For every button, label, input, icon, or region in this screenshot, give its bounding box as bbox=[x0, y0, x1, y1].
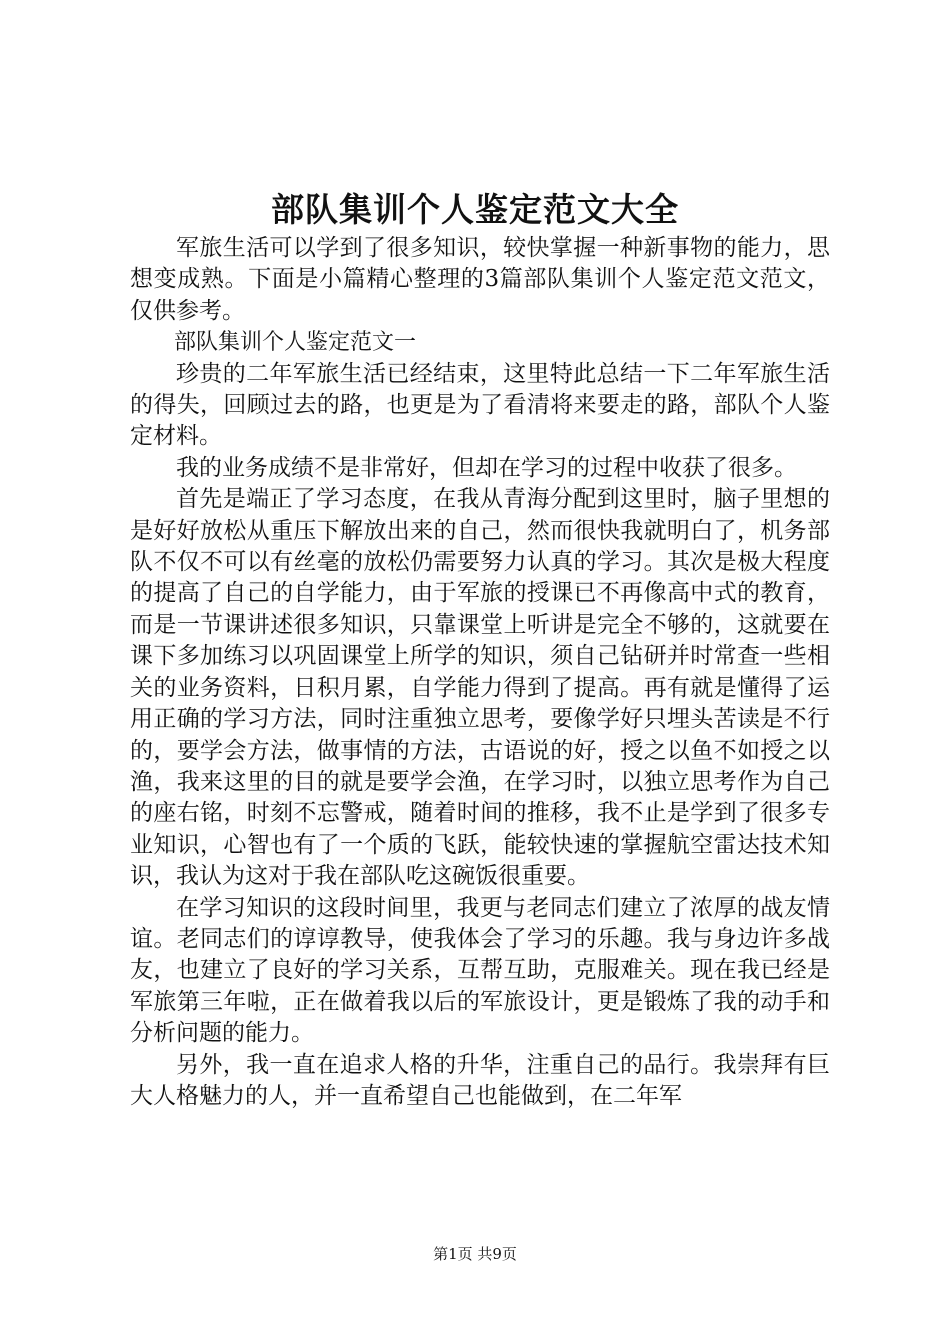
body-paragraph: 首先是端正了学习态度，在我从青海分配到这里时，脑子里想的是好好放松从重压下解放出来的自己，然而很快我就明白了，机务部队不仅不可以有丝毫的放松仍需要努力认真的学习。其次是极大程度的提高了自己的自学能力，由于军旅的授课已不再像高中式的教育，而是一节课讲述很多知识，只靠课堂上听讲是完全不够的，这就要在课下多加练习以巩固课堂上所学的知识，须自己钻研并时常查一些相关的业务资料，日积月累，自学能力得到了提高。再有就是懂得了运用正确的学习方法，同时注重独立思考，要像学好只埋头苦读是不行的，要学会方法，做事情的方法，古语说的好，授之以鱼不如授之以渔，我来这里的目的就是要学会渔，在学习时，以独立思考作为自己的座右铭，时刻不忘警戒，随着时间的推移，我不止是学到了很多专业知识，心智也有了一个质的飞跃，能较快速的掌握航空雷达技术知识，我认为这对于我在部队吃这碗饭很重要。 bbox=[130, 486, 830, 890]
intro-paragraph: 军旅生活可以学到了很多知识，较快掌握一种新事物的能力，思想变成熟。下面是小篇精心整理的3篇部队集训个人鉴定范文范文，仅供参考。 bbox=[130, 235, 830, 324]
body-paragraph: 我的业务成绩不是非常好，但却在学习的过程中收获了很多。 bbox=[176, 454, 797, 481]
section-heading: 部队集训个人鉴定范文一 bbox=[174, 330, 417, 356]
body-paragraph: 在学习知识的这段时间里，我更与老同志们建立了浓厚的战友情谊。老同志们的谆谆教导，使我体会了学习的乐趣。我与身边许多战友，也建立了良好的学习关系，互帮互助，克服难关。现在我已经是军旅第三年啦，正在做着我以后的军旅设计，更是锻炼了我的动手和分析问题的能力。 bbox=[130, 894, 830, 1047]
body-paragraph: 另外，我一直在追求人格的升华，注重自己的品行。我崇拜有巨大人格魅力的人，并一直希望自己也能做到，在二年军 bbox=[130, 1051, 830, 1109]
document-body bbox=[130, 233, 830, 1112]
body-paragraph: 珍贵的二年军旅生活已经结束，这里特此总结一下二年军旅生活的得失，回顾过去的路，也更是为了看清将来要走的路，部队个人鉴定材料。 bbox=[130, 360, 830, 450]
document-title: 部队集训个人鉴定范文大全 bbox=[271, 190, 679, 229]
page-footer: 第1页 共9页 bbox=[433, 1245, 517, 1263]
